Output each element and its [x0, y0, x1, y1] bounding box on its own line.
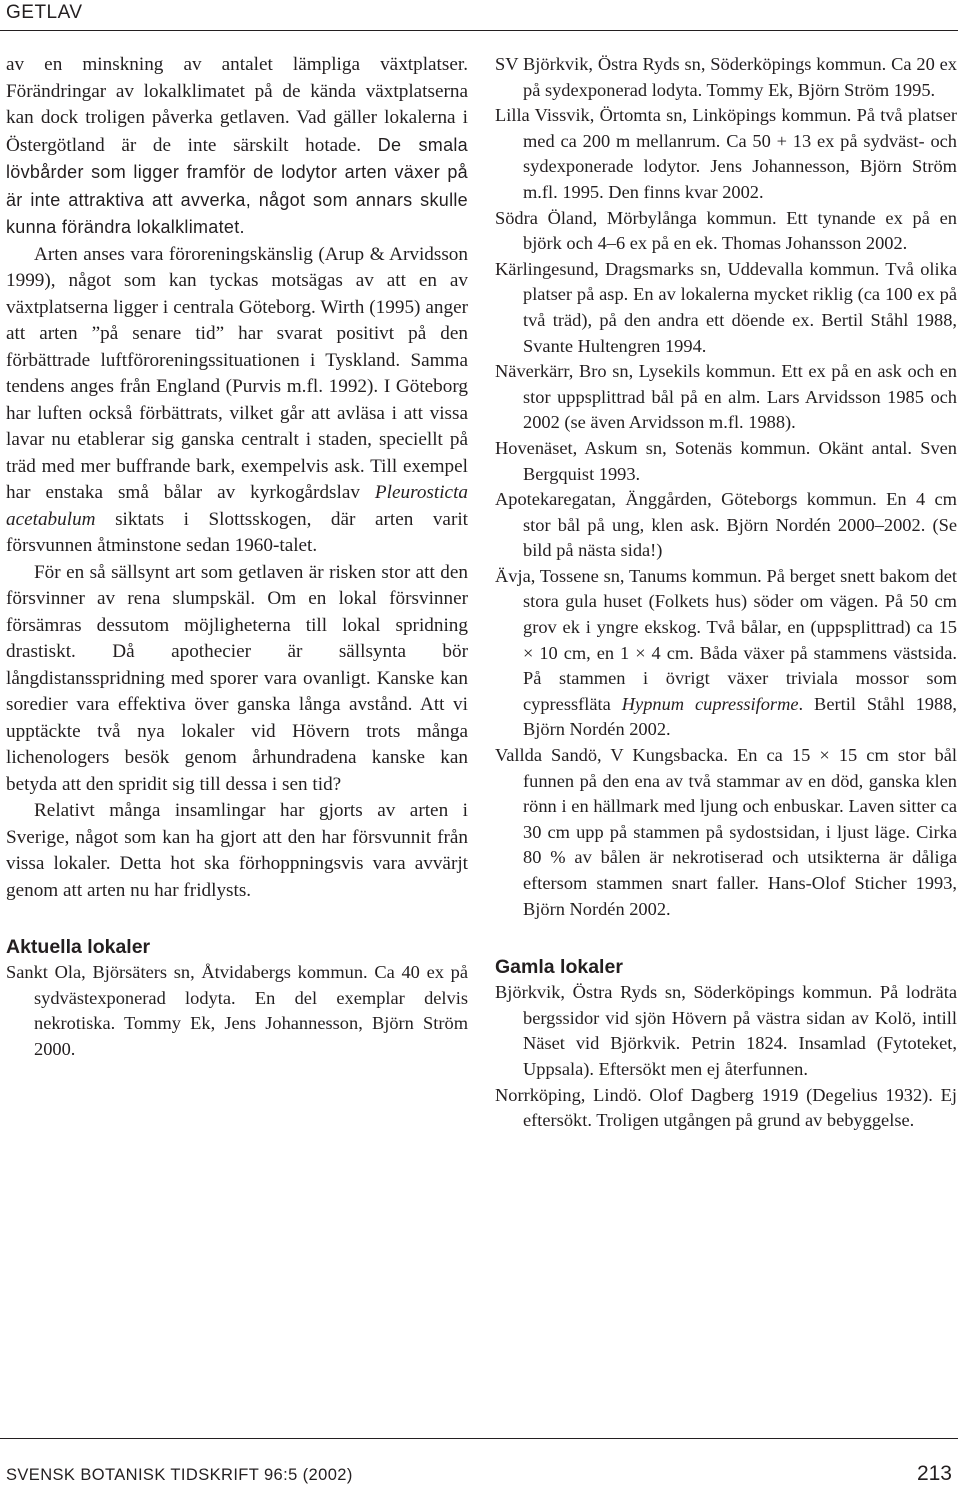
- journal-citation: SVENSK BOTANISK TIDSKRIFT 96:5 (2002): [6, 1466, 353, 1484]
- locality-entry: Hovenäset, Askum sn, Sotenäs kommun. Okänt antal. Sven Bergquist 1993.: [495, 437, 957, 484]
- locality-entry: SV Björkvik, Östra Ryds sn, Söderköpings kommun. Ca 20 ex på sydexponerad lodyta. Tommy Ek, Björn Ström 1995.: [495, 54, 957, 100]
- locality-entry-vallda: Vallda Sandö, V Kungsbacka. En ca 15 × 15 cm stor bål funnen på den ena av två stammar av en död, ganska klen rönn i en hällmark med ljung och enbuskar. Laven sitter ca 30 cm upp på stammen på sydostsidan, i ljust läge. Cirka 80 % av bålen är nekrotiserad och utsikterna är dåliga eftersom stammen snart faller. Hans-Olof Sticher 1993, Björn Nordén 2002.: [495, 745, 957, 919]
- locality-entry: Sankt Ola, Björsäters sn, Åtvidabergs kommun. Ca 40 ex på sydvästexponerad lodyta. En del exemplar delvis nekrotiska. Tommy Ek, Jens Johannesson, Björn Ström 2000.: [6, 962, 468, 1059]
- avja-text-a: Ävja, Tossene sn, Tanums kommun. På berget snett bakom det stora gula huset (Folkets hus) söder om vägen. På 50 cm grov ek i yngre ekskog. Två bålar, en (uppsplittrad) ca 15 × 10 cm, en 1 × 4 cm. Båda växer på stammens västsida. På stammen i övrigt växer triviala mossor som cypressfläta: [495, 565, 957, 714]
- paragraph-3: För en så sällsynt art som getlaven är risken stor att den försvinner av rena slumpskäl. Om en lokal försvinner försämras dessutom möjligheterna till lokal spridning drastiskt. Då apothecier är sällsynta bör långdistansspridning med sporer vara ovanligt. Kanske kan soredier vara effektiva över ganska långa avstånd. Att vi upptäckte två nya lokaler vid Hövern trots många lichenologers besök genom århundradena kanske kan betyda att den spridit sig till dessa i sen tid?: [6, 561, 468, 795]
- paragraph-1-serif: av en minskning av antalet lämpliga växtplatser. Förändringar av lokalklimatet på de kända växtplatserna kan dock troligen påverka getlaven. Vad gäller lokalerna i Östergötland är de inte särskilt hotade.: [6, 54, 468, 156]
- paragraph-2-text-b: siktats i Slottsskogen, där arten varit försvunnen åtminstone sedan 1960-talet.: [6, 508, 469, 556]
- old-localities-list: [495, 980, 957, 1134]
- section-tag: GETLAV: [6, 2, 83, 23]
- locality-entry: Björkvik, Östra Ryds sn, Söderköpings kommun. På lodräta bergssidor vid sjön Hövern på västra sidan av Kolö, intill Näset vid Björkvik. Petrin 1824. Insamlad (Fytoteket, Uppsala). Eftersökt men ej återfunnen.: [495, 982, 957, 1079]
- paragraph-1: [6, 52, 468, 242]
- paragraph-2: [6, 242, 468, 560]
- species-name-pleurosticta: Pleurosticta acetabulum: [6, 482, 469, 530]
- heading-old-localities: Gamla lokaler: [495, 956, 623, 979]
- paragraph-1-sans: De smala lövbårder som ligger framför de lodytor arten växer på är inte attraktiva att avverka, något som annars skulle kunna förändra lokalklimatet.: [6, 134, 468, 237]
- locality-entry: Näverkärr, Bro sn, Lysekils kommun. Ett ex på en ask och en stor uppsplittrad bål på en alm. Lars Arvidsson 1985 och 2002 (se även Arvidsson m.fl. 1988).: [495, 361, 957, 433]
- locality-entry: Norrköping, Lindö. Olof Dagberg 1919 (Degelius 1932). Ej eftersökt. Troligen utgången på grund av bebyggelse.: [495, 1084, 957, 1131]
- paragraph-2-text-a: Arten anses vara föroreningskänslig (Arup & Arvidsson 1999), något som kan tyckas motsägas av att en av växtplatserna ligger i centrala Göteborg. Wirth (1995) anger att arten ”på senare tid” har svarat positivt på den förbättrade luftföroreningssituationen i Tyskland. Samma tendens anges från England (Purvis m.fl. 1992). I Göteborg har luften också förbättrats, vilket går att avläsa i att vissa lavar nu etablerar sig ganska centralt i staden, speciellt på träd med mer buffrande bark, exempelvis ask. Till exempel har enstaka små bålar av kyrkogårdslav: [6, 243, 468, 503]
- page-number: 213: [916, 1462, 952, 1485]
- right-column: [495, 52, 957, 1134]
- page-header: [0, 0, 960, 34]
- header-rule: [0, 30, 958, 31]
- left-column: [6, 52, 468, 1062]
- locality-entry: Södra Öland, Mörbylånga kommun. Ett tynande ex på en björk och 4–6 ex på en ek. Thomas Johansson 2002.: [495, 207, 957, 254]
- avja-text-b: . Bertil Ståhl 1988, Björn Nordén 2002.: [523, 693, 957, 740]
- locality-entry-avja: [495, 564, 957, 743]
- paragraph-4: Relativt många insamlingar har gjorts av arten i Sverige, något som kan ha gjort att den har försvunnit från vissa lokaler. Detta hot ska förhoppningsvis vara avvärjt genom att arten nu har fridlysts.: [6, 800, 468, 901]
- footer-rule: [0, 1438, 958, 1439]
- heading-current-localities: Aktuella lokaler: [6, 936, 151, 958]
- current-localities-list: [495, 52, 957, 564]
- species-name-hypnum: Hypnum cupressiforme: [621, 693, 799, 714]
- locality-entry: Lilla Vissvik, Örtomta sn, Linköpings kommun. På två platser med ca 200 m mellanrum. Ca 50 + 13 ex på sydväst- och sydexponerade lodytor. Jens Johannesson, Björn Ström m.fl. 1995. Den finns kvar 2002.: [495, 105, 957, 202]
- locality-entry: Kärlingesund, Dragsmarks sn, Uddevalla kommun. Två olika platser på asp. En av lokalerna mycket riklig (ca 100 ex på två träd), på den andra ett döende ex. Bertil Ståhl 1988, Svante Hultengren 1994.: [495, 258, 957, 356]
- locality-entry: Apotekaregatan, Änggården, Göteborgs kommun. En 4 cm stor bål på ung, klen ask. Björn Nordén 2000–2002. (Se bild på nästa sida!): [495, 489, 957, 561]
